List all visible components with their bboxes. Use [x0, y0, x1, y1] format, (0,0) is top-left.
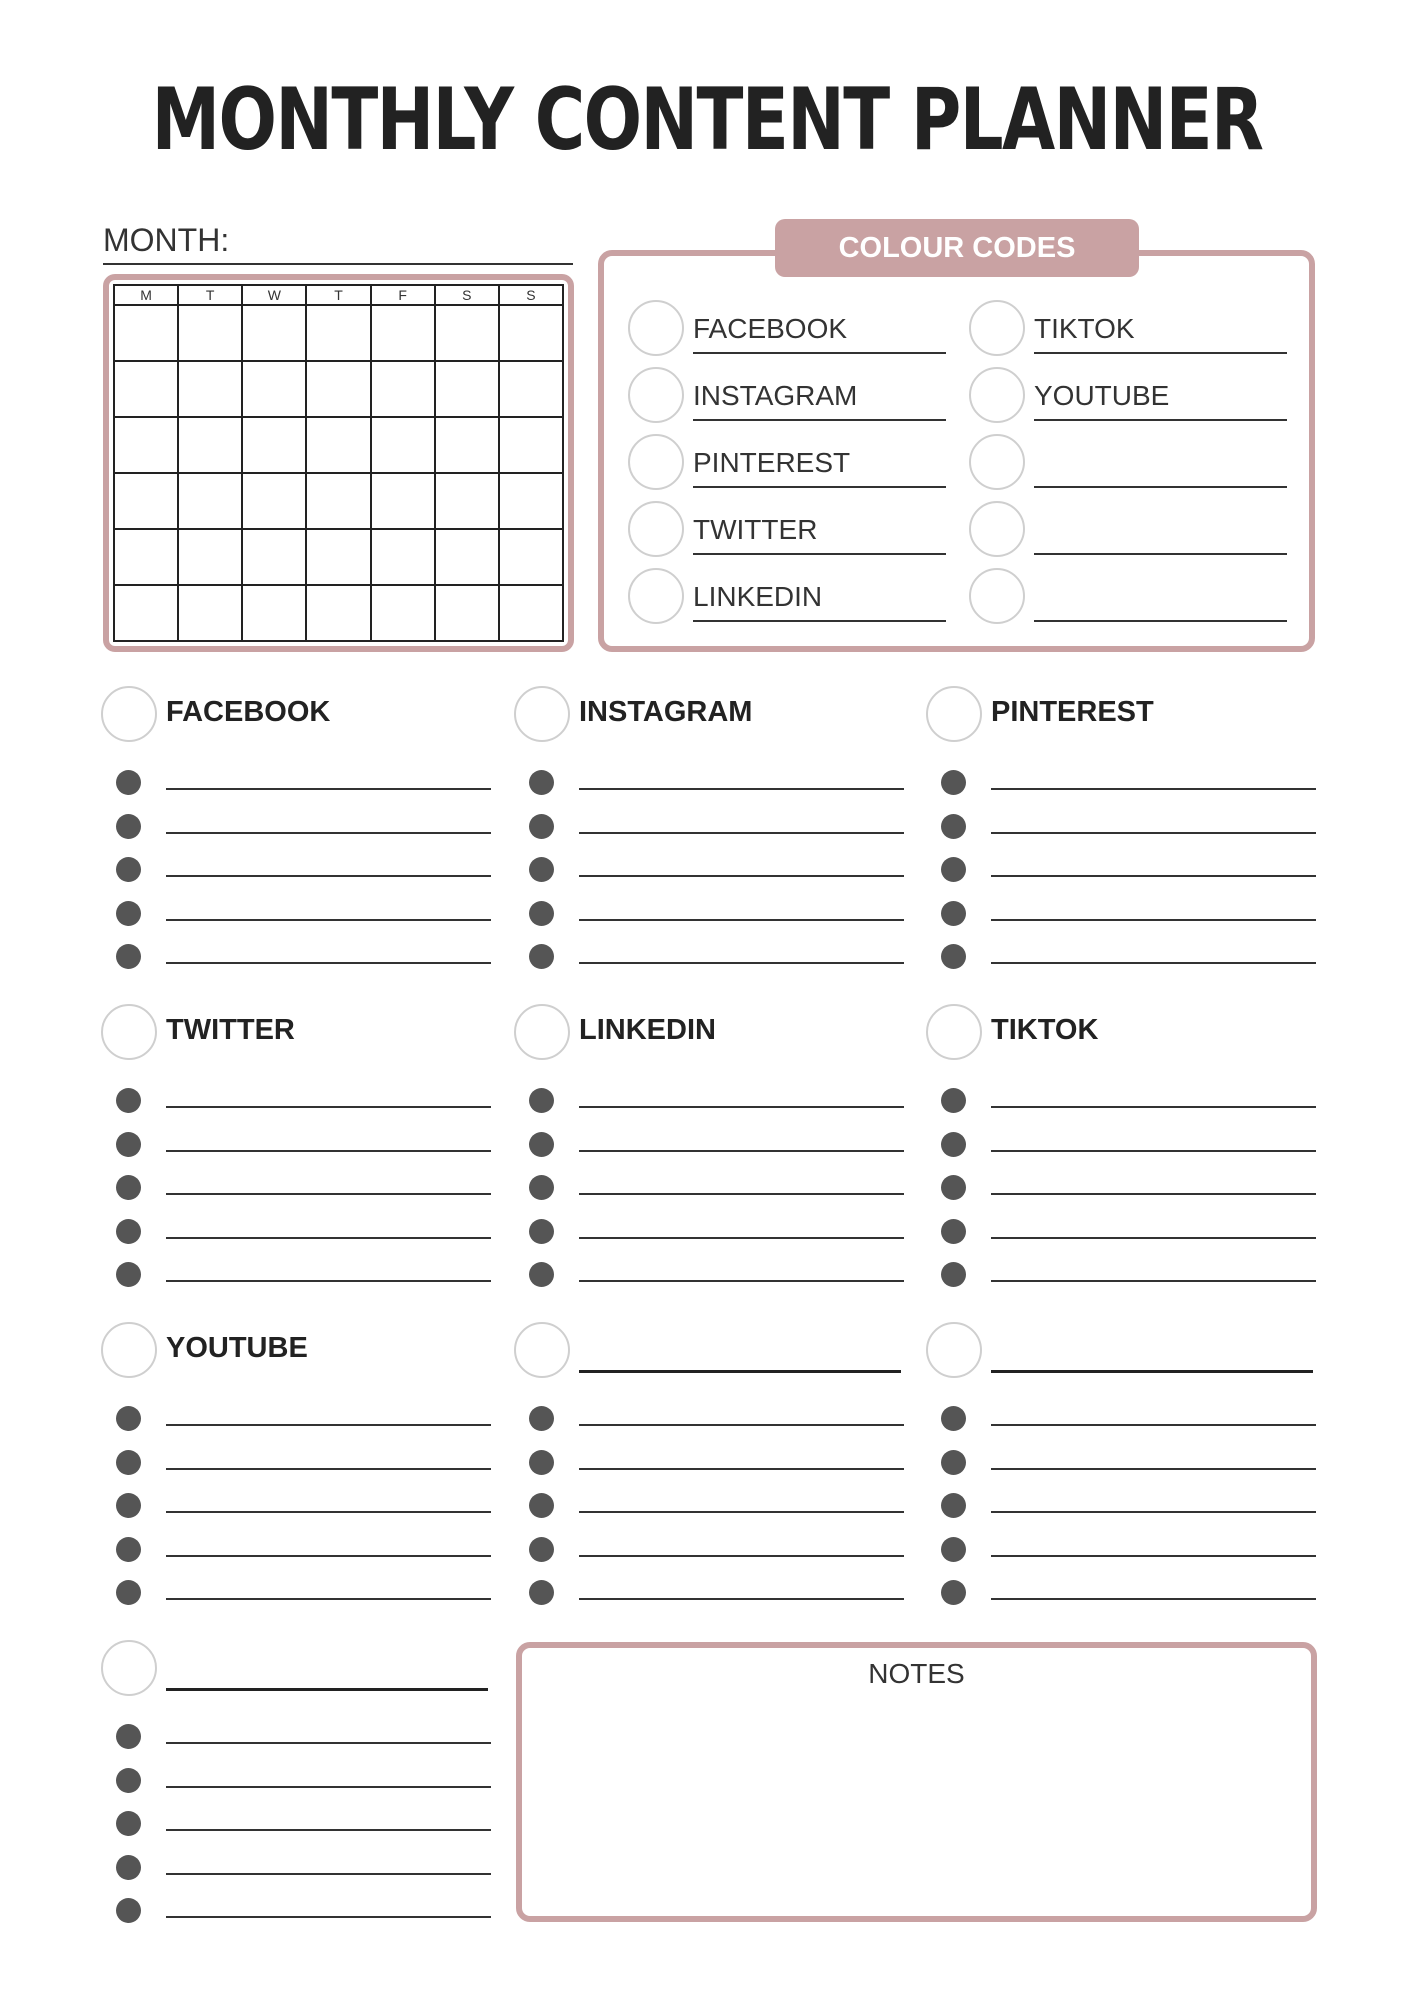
- bullet-line-item[interactable]: [939, 1404, 1316, 1432]
- write-line[interactable]: [991, 962, 1316, 964]
- bullet-dot-icon: [116, 1088, 141, 1113]
- bullet-dot-icon: [116, 1262, 141, 1287]
- section-colour-circle[interactable]: [926, 1322, 982, 1378]
- bullet-line-item[interactable]: [114, 899, 491, 927]
- bullet-dot-icon: [529, 1132, 554, 1157]
- calendar-day-cell[interactable]: [372, 306, 436, 362]
- bullet-dot-icon: [941, 901, 966, 926]
- bullet-line-item[interactable]: [114, 1535, 491, 1563]
- bullet-dot-icon: [941, 1219, 966, 1244]
- calendar-day-cell[interactable]: [372, 362, 436, 418]
- section-colour-circle[interactable]: [101, 686, 157, 742]
- section-colour-circle[interactable]: [101, 1322, 157, 1378]
- calendar-weekday: T: [307, 286, 371, 306]
- write-line[interactable]: [579, 1280, 904, 1282]
- bullet-line-item[interactable]: [527, 1086, 904, 1114]
- bullet-dot-icon: [116, 1450, 141, 1475]
- bullet-dot-icon: [116, 944, 141, 969]
- bullet-dot-icon: [116, 1898, 141, 1923]
- bullet-line-item[interactable]: [939, 768, 1316, 796]
- colour-code-label: [1034, 442, 1287, 488]
- bullet-line-item[interactable]: [939, 1086, 1316, 1114]
- section-title-blank-line[interactable]: [991, 1370, 1313, 1373]
- section-colour-circle[interactable]: [101, 1004, 157, 1060]
- calendar-day-cell[interactable]: [500, 362, 564, 418]
- bullet-line-item[interactable]: [939, 855, 1316, 883]
- bullet-dot-icon: [941, 770, 966, 795]
- colour-code-label: INSTAGRAM: [693, 375, 946, 421]
- write-line[interactable]: [579, 919, 904, 921]
- bullet-line-item[interactable]: [114, 1086, 491, 1114]
- write-line[interactable]: [166, 1916, 491, 1918]
- calendar-day-cell[interactable]: [500, 474, 564, 530]
- bullet-line-item[interactable]: [527, 1578, 904, 1606]
- bullet-dot-icon: [529, 1493, 554, 1518]
- bullet-line-item[interactable]: [527, 1491, 904, 1519]
- bullet-dot-icon: [529, 1219, 554, 1244]
- write-line[interactable]: [166, 788, 491, 790]
- calendar-day-cell[interactable]: [243, 474, 307, 530]
- section-colour-circle[interactable]: [926, 1004, 982, 1060]
- bullet-line-item[interactable]: [939, 1448, 1316, 1476]
- write-line[interactable]: [991, 1468, 1316, 1470]
- bullet-dot-icon: [529, 1537, 554, 1562]
- bullet-dot-icon: [941, 1406, 966, 1431]
- section-title: LINKEDIN: [579, 1014, 716, 1046]
- bullet-line-item[interactable]: [939, 899, 1316, 927]
- bullet-line-item[interactable]: [114, 1766, 491, 1794]
- calendar-day-cell[interactable]: [243, 418, 307, 474]
- bullet-dot-icon: [941, 814, 966, 839]
- page-title: MONTHLY CONTENT PLANNER: [151, 70, 1263, 170]
- calendar-day-cell[interactable]: [115, 530, 179, 586]
- write-line[interactable]: [166, 1193, 491, 1195]
- bullet-line-item[interactable]: [527, 812, 904, 840]
- write-line[interactable]: [991, 1106, 1316, 1108]
- write-line[interactable]: [579, 1424, 904, 1426]
- write-line[interactable]: [166, 1555, 491, 1557]
- bullet-line-item[interactable]: [527, 855, 904, 883]
- platform-section: [101, 686, 491, 976]
- bullet-line-item[interactable]: [114, 1260, 491, 1288]
- write-line[interactable]: [991, 1424, 1316, 1426]
- bullet-dot-icon: [941, 1262, 966, 1287]
- write-line[interactable]: [166, 1511, 491, 1513]
- write-line[interactable]: [991, 1237, 1316, 1239]
- section-title: PINTEREST: [991, 696, 1154, 728]
- write-line[interactable]: [579, 1555, 904, 1557]
- bullet-dot-icon: [529, 1580, 554, 1605]
- calendar-day-cell[interactable]: [500, 418, 564, 474]
- write-line[interactable]: [166, 1468, 491, 1470]
- colour-codes-box: [598, 250, 1315, 652]
- write-line[interactable]: [166, 1280, 491, 1282]
- write-line[interactable]: [166, 1150, 491, 1152]
- bullet-line-item[interactable]: [114, 1809, 491, 1837]
- colour-codes-heading: COLOUR CODES: [775, 219, 1139, 277]
- calendar-weekday: M: [115, 286, 179, 306]
- write-line[interactable]: [991, 1280, 1316, 1282]
- bullet-line-item[interactable]: [527, 1535, 904, 1563]
- calendar-weekday: F: [372, 286, 436, 306]
- section-colour-circle[interactable]: [101, 1640, 157, 1696]
- colour-swatch-circle[interactable]: [969, 568, 1025, 624]
- calendar-weekday: T: [179, 286, 243, 306]
- calendar-day-cell[interactable]: [436, 474, 500, 530]
- section-colour-circle[interactable]: [514, 1322, 570, 1378]
- write-line[interactable]: [579, 1237, 904, 1239]
- month-field[interactable]: MONTH:: [103, 222, 573, 265]
- bullet-dot-icon: [116, 857, 141, 882]
- bullet-line-item[interactable]: [527, 768, 904, 796]
- calendar-day-cell[interactable]: [500, 530, 564, 586]
- calendar-day-cell[interactable]: [179, 362, 243, 418]
- calendar-day-cell[interactable]: [436, 530, 500, 586]
- write-line[interactable]: [991, 1150, 1316, 1152]
- calendar-day-cell[interactable]: [243, 362, 307, 418]
- write-line[interactable]: [166, 919, 491, 921]
- colour-swatch-circle[interactable]: [628, 568, 684, 624]
- bullet-line-item[interactable]: [114, 1853, 491, 1881]
- bullet-line-item[interactable]: [527, 1260, 904, 1288]
- calendar-day-cell[interactable]: [179, 306, 243, 362]
- write-line[interactable]: [579, 788, 904, 790]
- bullet-line-item[interactable]: [114, 1173, 491, 1201]
- write-line[interactable]: [166, 962, 491, 964]
- bullet-dot-icon: [116, 770, 141, 795]
- bullet-dot-icon: [116, 1175, 141, 1200]
- calendar-day-cell[interactable]: [115, 306, 179, 362]
- calendar-weekday: S: [436, 286, 500, 306]
- bullet-dot-icon: [529, 901, 554, 926]
- bullet-dot-icon: [529, 1175, 554, 1200]
- bullet-dot-icon: [116, 1493, 141, 1518]
- bullet-line-item[interactable]: [527, 899, 904, 927]
- colour-swatch-circle[interactable]: [969, 367, 1025, 423]
- colour-code-label: TWITTER: [693, 509, 946, 555]
- write-line[interactable]: [991, 1598, 1316, 1600]
- bullet-line-item[interactable]: [939, 1491, 1316, 1519]
- write-line[interactable]: [166, 832, 491, 834]
- platform-section: [514, 1322, 904, 1612]
- bullet-line-item[interactable]: [527, 942, 904, 970]
- bullet-dot-icon: [941, 1537, 966, 1562]
- bullet-line-item[interactable]: [114, 1130, 491, 1158]
- bullet-dot-icon: [529, 1262, 554, 1287]
- bullet-line-item[interactable]: [114, 1896, 491, 1924]
- colour-swatch-circle[interactable]: [628, 434, 684, 490]
- write-line[interactable]: [579, 962, 904, 964]
- bullet-line-item[interactable]: [939, 942, 1316, 970]
- bullet-dot-icon: [116, 814, 141, 839]
- section-title-blank-line[interactable]: [166, 1688, 488, 1691]
- write-line[interactable]: [166, 1106, 491, 1108]
- bullet-line-item[interactable]: [939, 1217, 1316, 1245]
- bullet-dot-icon: [529, 770, 554, 795]
- notes-box[interactable]: [516, 1642, 1317, 1922]
- section-colour-circle[interactable]: [514, 1004, 570, 1060]
- bullet-line-item[interactable]: [114, 1722, 491, 1750]
- calendar-day-cell[interactable]: [436, 306, 500, 362]
- calendar-day-cell[interactable]: [243, 306, 307, 362]
- calendar-day-cell[interactable]: [307, 530, 371, 586]
- section-title: INSTAGRAM: [579, 696, 753, 728]
- bullet-dot-icon: [529, 1088, 554, 1113]
- bullet-line-item[interactable]: [939, 1260, 1316, 1288]
- platform-section: [514, 686, 904, 976]
- write-line[interactable]: [991, 1555, 1316, 1557]
- bullet-dot-icon: [116, 1724, 141, 1749]
- write-line[interactable]: [579, 1193, 904, 1195]
- bullet-dot-icon: [529, 1450, 554, 1475]
- calendar-day-cell[interactable]: [372, 474, 436, 530]
- write-line[interactable]: [166, 1742, 491, 1744]
- calendar-day-cell[interactable]: [307, 362, 371, 418]
- calendar-weekday: S: [500, 286, 564, 306]
- bullet-dot-icon: [941, 1493, 966, 1518]
- bullet-line-item[interactable]: [114, 1491, 491, 1519]
- section-title-blank-line[interactable]: [579, 1370, 901, 1373]
- calendar-day-cell[interactable]: [500, 306, 564, 362]
- write-line[interactable]: [579, 1150, 904, 1152]
- write-line[interactable]: [579, 1106, 904, 1108]
- bullet-dot-icon: [941, 1175, 966, 1200]
- platform-section: [101, 1322, 491, 1612]
- write-line[interactable]: [991, 875, 1316, 877]
- bullet-dot-icon: [116, 1537, 141, 1562]
- calendar-day-cell[interactable]: [436, 418, 500, 474]
- calendar-grid: [113, 284, 564, 642]
- bullet-dot-icon: [941, 1450, 966, 1475]
- calendar-day-cell[interactable]: [307, 474, 371, 530]
- colour-swatch-circle[interactable]: [969, 434, 1025, 490]
- bullet-dot-icon: [116, 1132, 141, 1157]
- bullet-line-item[interactable]: [527, 1130, 904, 1158]
- calendar-day-cell[interactable]: [307, 586, 371, 642]
- write-line[interactable]: [991, 919, 1316, 921]
- calendar-day-cell[interactable]: [115, 362, 179, 418]
- bullet-dot-icon: [116, 1811, 141, 1836]
- bullet-dot-icon: [529, 814, 554, 839]
- bullet-dot-icon: [116, 1219, 141, 1244]
- colour-code-label: LINKEDIN: [693, 576, 946, 622]
- calendar-day-cell[interactable]: [115, 474, 179, 530]
- calendar-weekday: W: [243, 286, 307, 306]
- section-title: TWITTER: [166, 1014, 295, 1046]
- colour-swatch-circle[interactable]: [628, 300, 684, 356]
- bullet-dot-icon: [941, 944, 966, 969]
- bullet-dot-icon: [529, 857, 554, 882]
- write-line[interactable]: [166, 875, 491, 877]
- calendar-day-cell[interactable]: [115, 418, 179, 474]
- section-colour-circle[interactable]: [514, 686, 570, 742]
- bullet-line-item[interactable]: [114, 768, 491, 796]
- write-line[interactable]: [579, 1468, 904, 1470]
- colour-swatch-circle[interactable]: [628, 367, 684, 423]
- calendar-day-cell[interactable]: [115, 586, 179, 642]
- write-line[interactable]: [166, 1873, 491, 1875]
- write-line[interactable]: [991, 1511, 1316, 1513]
- bullet-dot-icon: [941, 857, 966, 882]
- calendar-day-cell[interactable]: [307, 306, 371, 362]
- platform-section: [926, 686, 1316, 976]
- platform-section: [926, 1004, 1316, 1294]
- colour-code-label: TIKTOK: [1034, 308, 1287, 354]
- calendar-day-cell[interactable]: [436, 586, 500, 642]
- bullet-line-item[interactable]: [939, 1535, 1316, 1563]
- write-line[interactable]: [166, 1237, 491, 1239]
- write-line[interactable]: [166, 1598, 491, 1600]
- bullet-dot-icon: [116, 1406, 141, 1431]
- platform-section: [926, 1322, 1316, 1612]
- calendar-day-cell[interactable]: [179, 474, 243, 530]
- calendar-day-cell[interactable]: [243, 530, 307, 586]
- bullet-dot-icon: [116, 1768, 141, 1793]
- platform-section: [101, 1004, 491, 1294]
- bullet-line-item[interactable]: [939, 812, 1316, 840]
- bullet-dot-icon: [941, 1580, 966, 1605]
- colour-swatch-circle[interactable]: [628, 501, 684, 557]
- calendar-day-cell[interactable]: [179, 586, 243, 642]
- calendar-day-cell[interactable]: [372, 586, 436, 642]
- bullet-line-item[interactable]: [939, 1130, 1316, 1158]
- bullet-dot-icon: [116, 901, 141, 926]
- calendar-day-cell[interactable]: [179, 418, 243, 474]
- calendar-day-cell[interactable]: [436, 362, 500, 418]
- colour-code-label: [1034, 509, 1287, 555]
- colour-code-label: FACEBOOK: [693, 308, 946, 354]
- notes-label: NOTES: [868, 1658, 965, 1689]
- write-line[interactable]: [579, 1511, 904, 1513]
- bullet-dot-icon: [529, 944, 554, 969]
- bullet-line-item[interactable]: [527, 1173, 904, 1201]
- bullet-line-item[interactable]: [114, 1448, 491, 1476]
- write-line[interactable]: [579, 832, 904, 834]
- calendar-day-cell[interactable]: [243, 586, 307, 642]
- bullet-dot-icon: [116, 1855, 141, 1880]
- write-line[interactable]: [991, 832, 1316, 834]
- bullet-line-item[interactable]: [939, 1173, 1316, 1201]
- bullet-line-item[interactable]: [114, 812, 491, 840]
- write-line[interactable]: [991, 788, 1316, 790]
- bullet-line-item[interactable]: [939, 1578, 1316, 1606]
- bullet-dot-icon: [941, 1132, 966, 1157]
- colour-code-label: YOUTUBE: [1034, 375, 1287, 421]
- calendar-day-cell[interactable]: [179, 530, 243, 586]
- section-title: YOUTUBE: [166, 1332, 308, 1364]
- colour-swatch-circle[interactable]: [969, 300, 1025, 356]
- bullet-line-item[interactable]: [114, 1578, 491, 1606]
- platform-section: [101, 1640, 491, 1930]
- bullet-dot-icon: [116, 1580, 141, 1605]
- bullet-line-item[interactable]: [114, 1217, 491, 1245]
- colour-code-label: PINTEREST: [693, 442, 946, 488]
- bullet-dot-icon: [941, 1088, 966, 1113]
- bullet-dot-icon: [529, 1406, 554, 1431]
- bullet-line-item[interactable]: [114, 942, 491, 970]
- calendar-day-cell[interactable]: [307, 418, 371, 474]
- section-title: FACEBOOK: [166, 696, 331, 728]
- calendar-day-cell[interactable]: [372, 418, 436, 474]
- platform-section: [514, 1004, 904, 1294]
- bullet-line-item[interactable]: [527, 1404, 904, 1432]
- bullet-line-item[interactable]: [527, 1448, 904, 1476]
- bullet-line-item[interactable]: [114, 1404, 491, 1432]
- write-line[interactable]: [579, 1598, 904, 1600]
- colour-code-label: [1034, 576, 1287, 622]
- section-title: TIKTOK: [991, 1014, 1099, 1046]
- write-line[interactable]: [579, 875, 904, 877]
- write-line[interactable]: [166, 1786, 491, 1788]
- section-colour-circle[interactable]: [926, 686, 982, 742]
- write-line[interactable]: [166, 1829, 491, 1831]
- calendar-day-cell[interactable]: [372, 530, 436, 586]
- write-line[interactable]: [991, 1193, 1316, 1195]
- bullet-line-item[interactable]: [527, 1217, 904, 1245]
- write-line[interactable]: [166, 1424, 491, 1426]
- bullet-line-item[interactable]: [114, 855, 491, 883]
- calendar-day-cell[interactable]: [500, 586, 564, 642]
- colour-swatch-circle[interactable]: [969, 501, 1025, 557]
- month-calendar: [103, 274, 574, 652]
